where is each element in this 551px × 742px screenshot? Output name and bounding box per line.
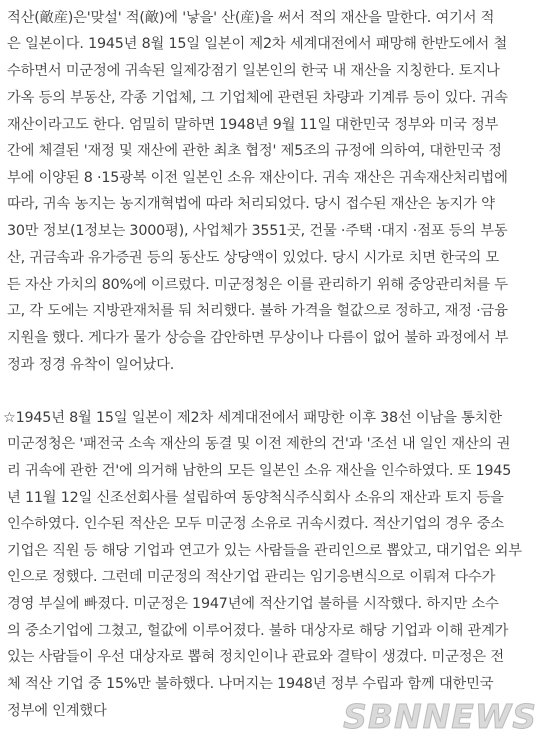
text-line: 정과 정경 유착이 일어났다. [7,357,175,373]
text-line: 재산이라고도 한다. 엄밀히 말하면 1948년 9월 11일 대한민국 정부와 미국 정부 [7,117,499,133]
text-line: 가옥 등의 부동산, 각종 기업체, 그 기업체에 관련된 차량과 기계류 등이 있다. 귀속 [7,90,508,106]
text-line: 은 일본이다. 1945년 8월 15일 일본이 제2차 세계대전에서 패망해 한반도에서 철 [7,36,508,52]
text-line: 수하면서 미군정에 귀속된 일제강점기 일본인의 한국 내 재산을 지칭한다. 토지나 [7,63,500,79]
text-line: 적산(敵産)은'맞설' 적(敵)에 '낳을' 산(産)을 써서 적의 재산을 말한다. 여기서 적 [7,10,495,26]
text-line: 든 자산 가치의 80%에 이르렀다. 미군정청은 이를 관리하기 위해 중앙관리처를 두 [7,277,508,293]
text-line: 간에 체결된 '재정 및 재산에 관한 최초 협정' 제5조의 규정에 의하여, 대한민국 정 [7,143,502,159]
text-line: 의 중소기업에 그쳤고, 헐값에 이루어졌다. 불하 대상자로 해당 기업과 이해 관계가 [7,623,509,639]
text-line: 년 11월 12일 신조선회사를 설립하여 동양척식주식회사 소유의 재산과 토지 등을 [7,490,504,506]
sbnnews-watermark: SBNNEWS [343,697,537,736]
text-line: 산, 귀금속과 유가증권 등의 동산도 상당액이 있었다. 당시 시가로 치면 한국의 모 [7,250,500,266]
text-line: 30만 정보(1정보는 3000평), 사업체가 3551곳, 건물 ·주택 ·대지 ·점포 등의 부동 [7,223,508,239]
text-line: 부에 이양된 8 ·15광복 이전 일본인 소유 재산이다. 귀속 재산은 귀속재산처리법에 [7,170,508,186]
text-line: ☆1945년 8월 15일 일본이 제2차 세계대전에서 패망한 이후 38선 이남을 통치한 [3,410,502,426]
text-line: 리 귀속에 관한 건'에 의거해 남한의 모든 일본인 소유 재산을 인수하였다. 또 1945 [7,463,512,479]
text-line: 따라, 귀속 농지는 농지개혁법에 따라 처리되었다. 당시 접수된 재산은 농지가 약 [7,196,495,212]
text-line: 미군정청은 '패전국 소속 재산의 동결 및 이전 제한의 건'과 '조선 내 일인 재산의 권 [7,436,511,452]
text-line: 있는 사람들이 우선 대상자로 뽑혀 정치인이나 관료와 결탁이 생겼다. 미군정은 전 [7,649,504,665]
text-line: 체 적산 기업 중 15%만 불하했다. 나머지는 1948년 정부 수립과 함께 대한민국 [7,676,494,692]
text-line: 고, 각 도에는 지방관재처를 둬 처리했다. 불하 가격을 헐값으로 정하고, 재정 ·금융 [7,303,508,319]
text-line: 지원을 했다. 게다가 물가 상승을 감안하면 무상이나 다름이 없어 불하 과정에서 부 [7,330,509,346]
text-line: 인으로 정했다. 그런데 미군정의 적산기업 관리는 임기응변식으로 이뤄져 다수가 [7,569,496,585]
text-line: 정부에 인계했다 [7,703,107,719]
text-line: 기업은 직원 등 해당 기업과 연고가 있는 사람들을 관리인으로 뽑았고, 대기업은 외부 [7,543,522,559]
text-line: 경영 부실에 빠졌다. 미군정은 1947년에 적산기업 불하를 시작했다. 하지만 소수 [7,596,499,612]
text-line: 인수하였다. 인수된 적산은 모두 미군정 소유로 귀속시켰다. 적산기업의 경우 중소 [7,516,504,532]
